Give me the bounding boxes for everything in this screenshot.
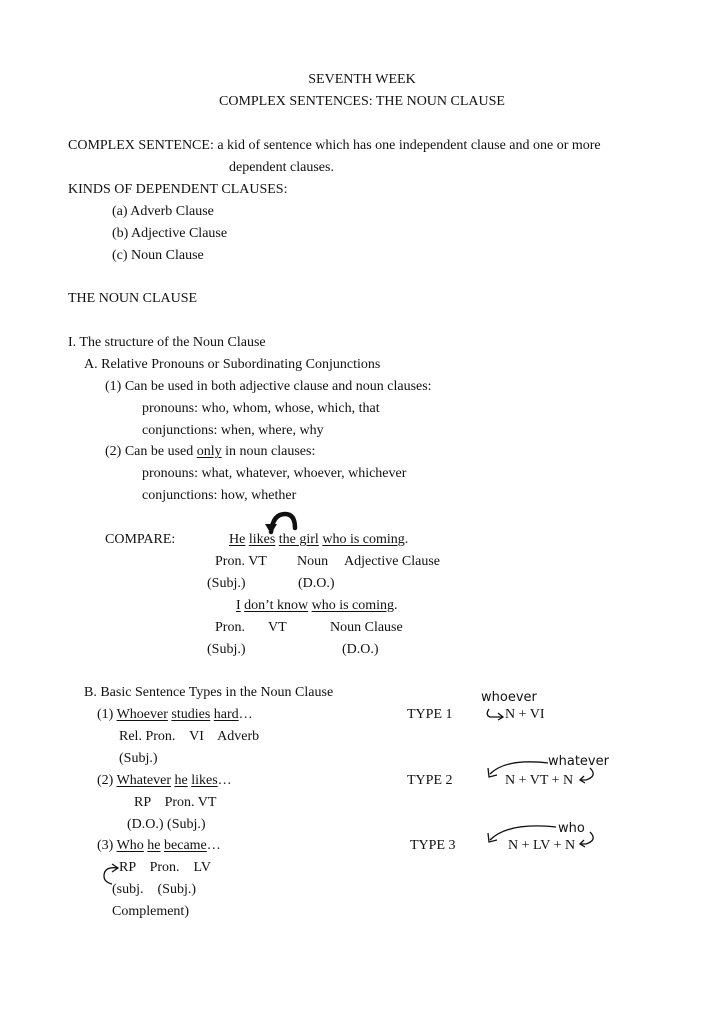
role-subj: (Subj.) — [207, 642, 246, 657]
example-3-roles-cont: Complement) — [112, 904, 189, 919]
type-3-label: TYPE 3 — [410, 838, 456, 853]
word: Who — [116, 838, 144, 853]
curved-arrow-icon — [263, 510, 303, 534]
definition-text-cont: dependent clauses. — [229, 160, 334, 175]
item2-pronouns: pronouns: what, whatever, whoever, whichever — [142, 466, 407, 481]
kind-item: (c) Noun Clause — [112, 248, 204, 263]
type-1-label: TYPE 1 — [407, 707, 453, 722]
kinds-heading: KINDS OF DEPENDENT CLAUSES: — [68, 182, 288, 197]
structure-heading: I. The structure of the Noun Clause — [68, 335, 266, 350]
word-the-girl: the girl — [278, 532, 319, 547]
compare-sentence-2 — [236, 598, 398, 614]
item1-conjunctions: conjunctions: when, where, why — [142, 423, 324, 438]
subheading-a: A. Relative Pronouns or Subordinating Conjunctions — [84, 357, 381, 372]
example-3-tags: RP Pron. LV — [119, 860, 211, 875]
structure-item-2 — [105, 444, 315, 460]
tag-vt: VT — [268, 620, 287, 635]
formula-3: N + LV + N — [508, 838, 576, 853]
tag-adjective-clause: Adjective Clause — [344, 554, 441, 569]
formula-1: N + VI — [505, 707, 545, 722]
note-whoever: whoever — [481, 690, 537, 705]
example-2 — [97, 773, 232, 789]
ellipsis: … — [206, 838, 221, 853]
word-who-is-coming: who is coming — [322, 532, 405, 547]
ellipsis: … — [238, 707, 253, 722]
example-1-tags: Rel. Pron. VI Adverb — [119, 729, 260, 744]
period: . — [394, 598, 398, 613]
compare-sentence-1 — [229, 532, 408, 548]
formula-2: N + VT + N — [505, 773, 574, 788]
item2-suffix: in noun clauses: — [221, 444, 316, 459]
note-who: who — [558, 821, 585, 836]
page-title: COMPLEX SENTENCES: THE NOUN CLAUSE — [219, 94, 505, 109]
subheading-b: B. Basic Sentence Types in the Noun Clause — [84, 685, 334, 700]
example-1-roles: (Subj.) — [119, 751, 158, 766]
word: studies — [171, 707, 211, 722]
word-likes: likes — [248, 532, 276, 547]
ellipsis: … — [217, 773, 232, 788]
tag-noun: Noun — [297, 554, 329, 569]
example-number: (2) — [97, 773, 117, 788]
word-dont-know: don’t know — [244, 598, 309, 613]
role-do: (D.O.) — [298, 576, 335, 591]
example-1 — [97, 707, 253, 723]
word: he — [174, 773, 188, 788]
item2-only: only — [196, 444, 222, 459]
example-2-roles: (D.O.) (Subj.) — [127, 817, 206, 832]
word: Whoever — [116, 707, 168, 722]
kind-item: (b) Adjective Clause — [112, 226, 228, 241]
arrow-right-icon — [484, 707, 506, 721]
word: became — [164, 838, 207, 853]
tag-noun-clause: Noun Clause — [330, 620, 403, 635]
example-3 — [97, 838, 221, 854]
word-he: He — [229, 532, 246, 547]
section-title: THE NOUN CLAUSE — [68, 291, 198, 306]
example-number: (1) — [97, 707, 117, 722]
type-2-label: TYPE 2 — [407, 773, 453, 788]
item1-pronouns: pronouns: who, whom, whose, which, that — [142, 401, 380, 416]
role-subj: (Subj.) — [207, 576, 246, 591]
structure-item-1: (1) Can be used in both adjective clause and noun clauses: — [105, 379, 432, 394]
word: hard — [213, 707, 239, 722]
role-do: (D.O.) — [342, 642, 379, 657]
week-heading: SEVENTH WEEK — [308, 72, 416, 87]
item2-prefix: (2) Can be used — [105, 444, 197, 459]
word: he — [147, 838, 161, 853]
example-number: (3) — [97, 838, 117, 853]
item2-conjunctions: conjunctions: how, whether — [142, 488, 297, 503]
example-3-roles: (subj. (Subj.) — [112, 882, 196, 897]
kind-item: (a) Adverb Clause — [112, 204, 214, 219]
tag-pron: Pron. — [215, 620, 245, 635]
word-i: I — [236, 598, 241, 613]
word: likes — [191, 773, 218, 788]
compare-label: COMPARE: — [105, 532, 176, 547]
definition-line — [68, 138, 601, 154]
note-whatever: whatever — [548, 754, 609, 769]
definition-term: COMPLEX SENTENCE: — [68, 138, 214, 153]
word: Whatever — [116, 773, 171, 788]
tag-pron-vt: Pron. VT — [215, 554, 267, 569]
period: . — [404, 532, 409, 547]
definition-text: a kid of sentence which has one independent clause and one or more — [217, 138, 601, 153]
word-who-is-coming: who is coming — [311, 598, 395, 613]
example-2-tags: RP Pron. VT — [134, 795, 217, 810]
